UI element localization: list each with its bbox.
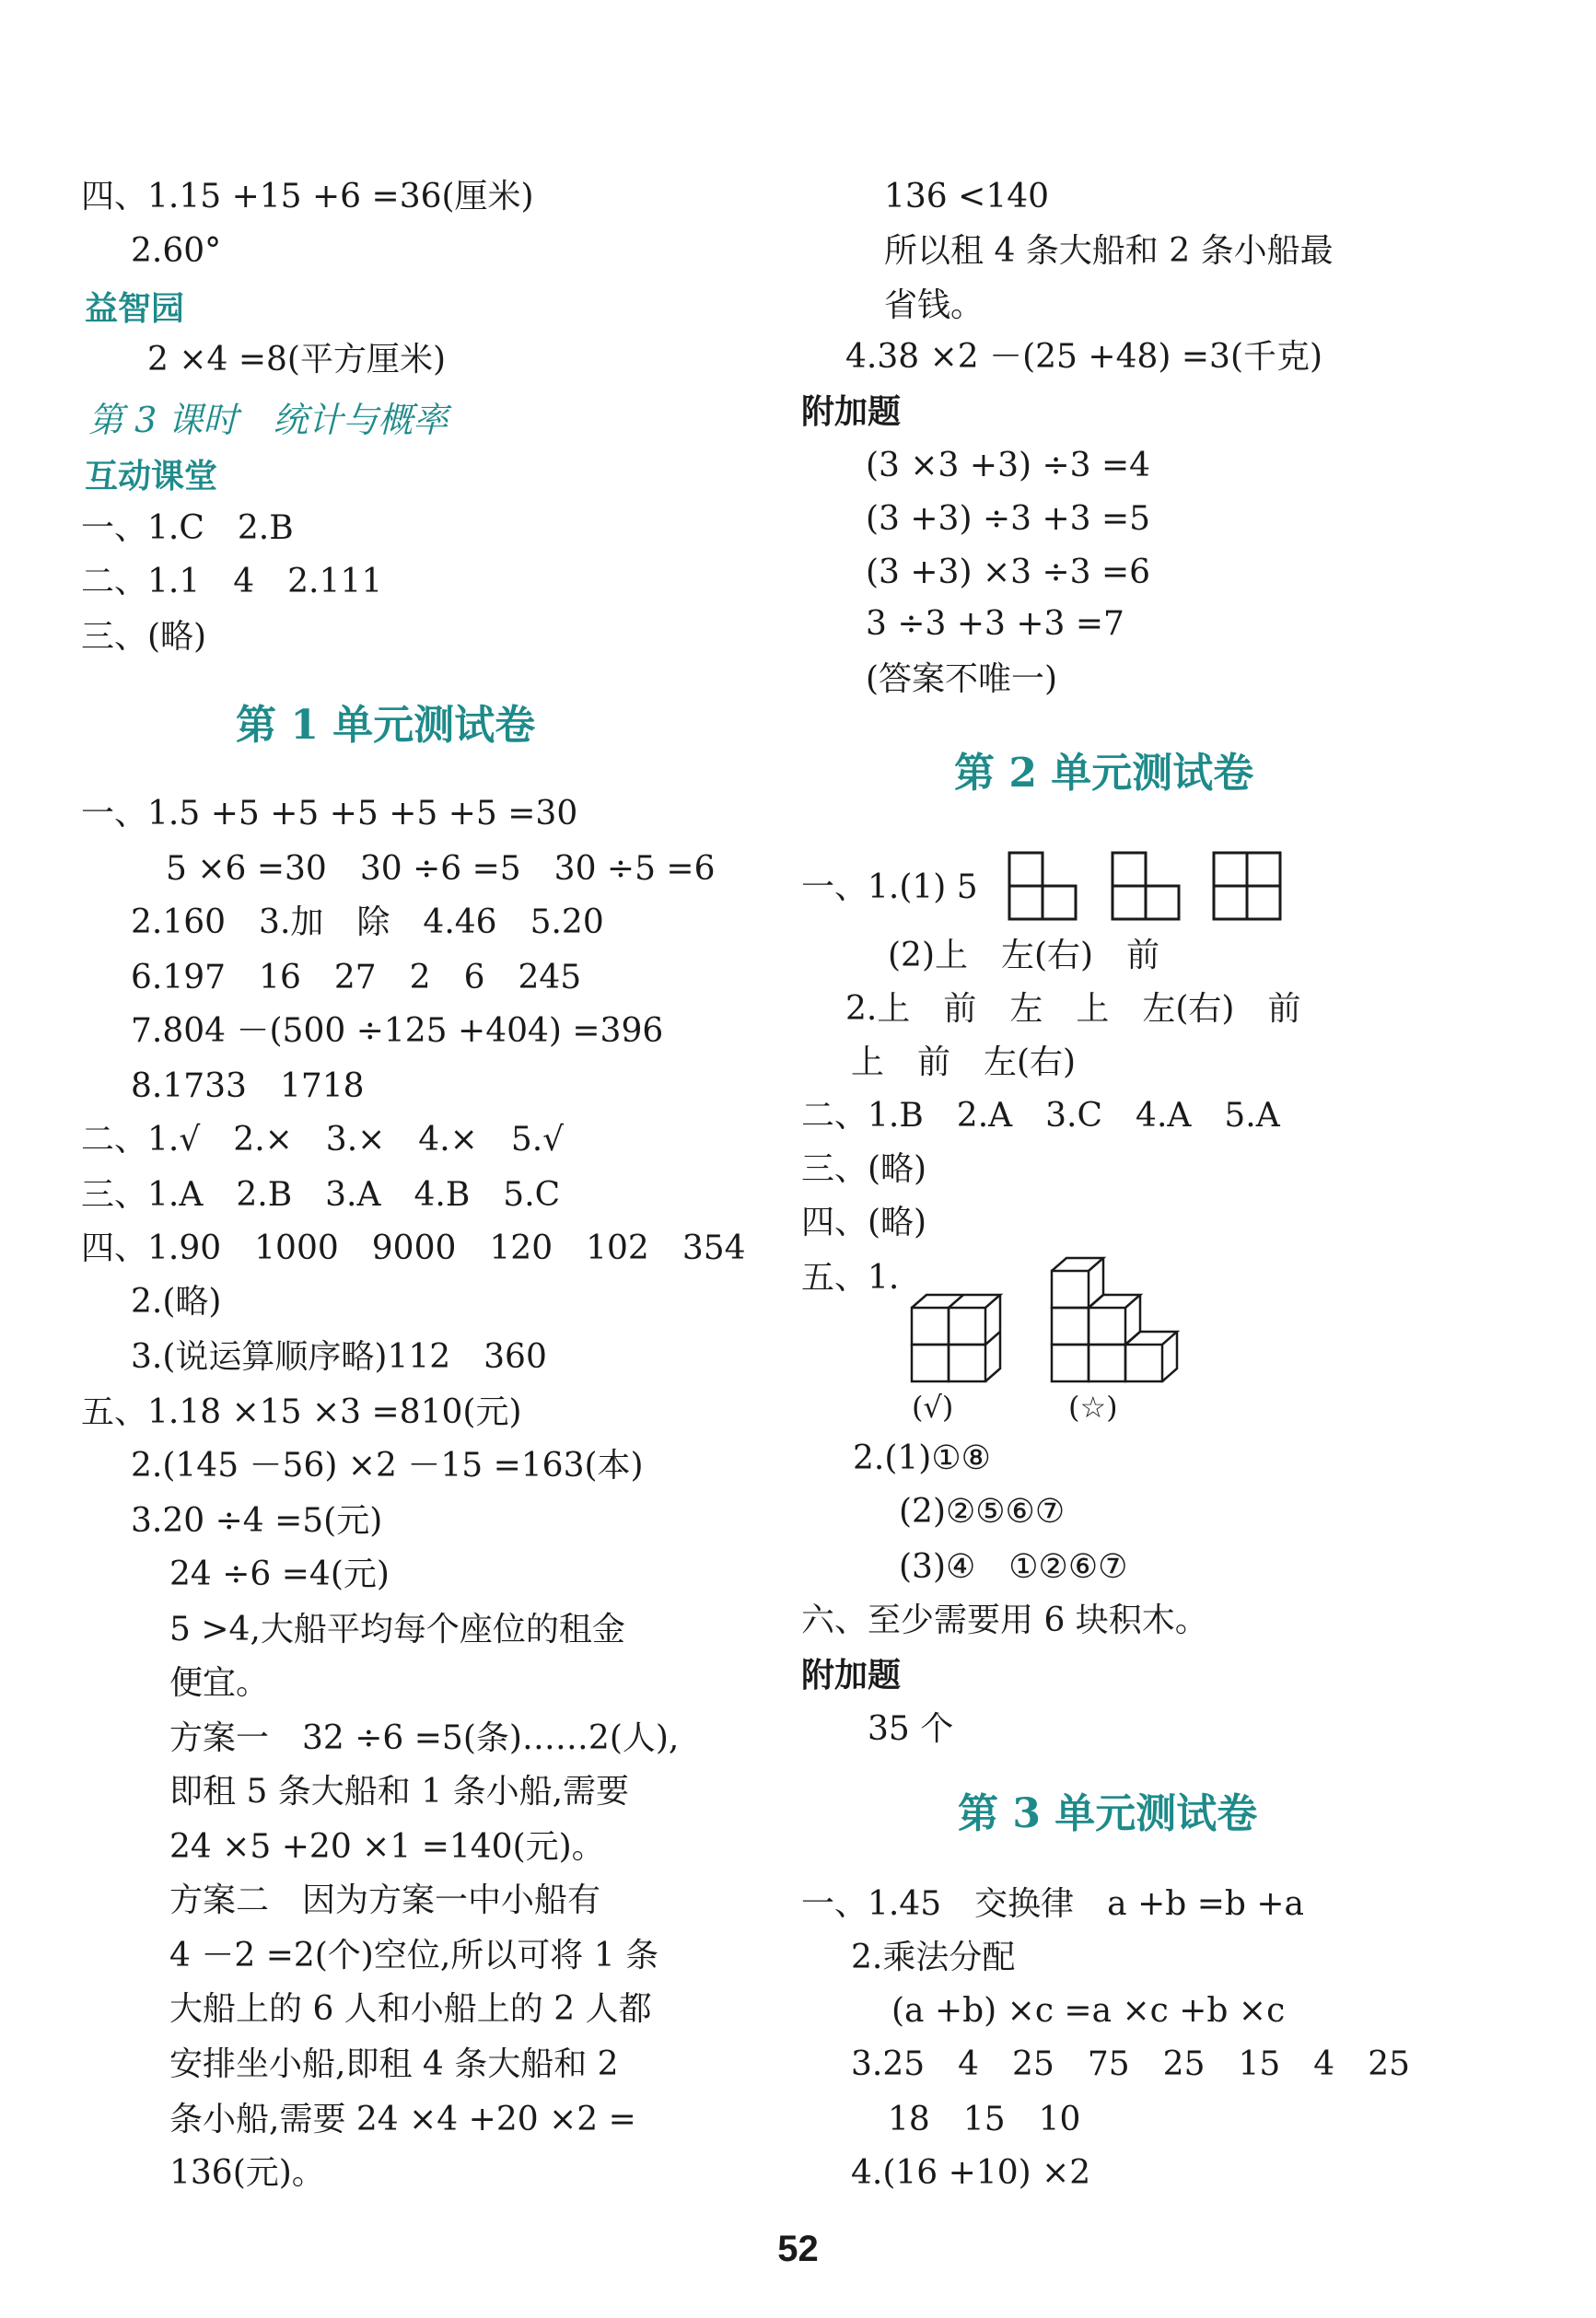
- answer-line: 方案一 32 ÷6 =5(条)……2(人),: [169, 1719, 680, 1757]
- figure-label-star: (☆): [1068, 1390, 1118, 1425]
- answer-line: 4.38 ×2 －(25 +48) =3(千克): [845, 338, 1323, 376]
- cube-figure-check: [912, 1295, 1000, 1381]
- view-figure-3: [1214, 853, 1280, 919]
- answer-line: 7.804 －(500 ÷125 +404) =396: [131, 1012, 664, 1050]
- view-figure-1: [1009, 853, 1076, 919]
- answer-line: 便宜。: [169, 1664, 270, 1702]
- answer-line: 5 >4,大船平均每个座位的租金: [169, 1611, 625, 1648]
- answer-line: 四、1.90 1000 9000 120 102 354: [81, 1229, 746, 1267]
- unit-test-title: 第 2 单元测试卷: [954, 750, 1254, 797]
- answer-line: (2)上 左(右) 前: [888, 937, 1160, 974]
- answer-line: 2.上 前 左 上 左(右) 前: [845, 990, 1301, 1028]
- answer-line: 2.(略): [131, 1283, 222, 1321]
- answer-line: 所以租 4 条大船和 2 条小船最: [884, 232, 1334, 270]
- answer-line: 3.20 ÷4 =5(元): [131, 1502, 383, 1540]
- answer-line: 2.160 3.加 除 4.46 5.20: [131, 903, 604, 941]
- view-figure-2: [1113, 853, 1179, 919]
- answer-line: 2 ×4 =8(平方厘米): [147, 341, 447, 379]
- answer-line: 一、1.45 交换律 a +b =b +a: [801, 1885, 1304, 1923]
- answer-line: 四、1.15 +15 +6 =36(厘米): [81, 178, 534, 215]
- answer-line: (3 +3) ÷3 +3 =5: [866, 500, 1151, 538]
- answer-line: 3.(说运算顺序略)112 360: [131, 1338, 547, 1376]
- answer-line: 24 ×5 +20 ×1 =140(元)。: [169, 1828, 605, 1866]
- answer-line: 2.(1)①⑧: [853, 1439, 991, 1477]
- answer-line: 136(元)。: [169, 2154, 325, 2192]
- answer-line: 4.(16 +10) ×2: [851, 2154, 1091, 2192]
- unit-test-title: 第 3 单元测试卷: [958, 1790, 1258, 1837]
- answer-line: 3.25 4 25 75 25 15 4 25: [851, 2045, 1411, 2083]
- answer-line: 即租 5 条大船和 1 条小船,需要: [169, 1773, 630, 1811]
- cube-figure-star: [1052, 1258, 1177, 1381]
- extra-question-heading: 附加题: [801, 393, 902, 431]
- section-heading: 益智园: [85, 290, 185, 328]
- answer-line: 2.60°: [131, 232, 222, 270]
- answer-line: 四、(略): [801, 1204, 927, 1241]
- lesson-heading: 第 3 课时 统计与概率: [88, 400, 449, 440]
- view-figures: [1008, 851, 1293, 925]
- answer-line: 2.(145 －56) ×2 －15 =163(本): [131, 1447, 644, 1485]
- answer-line: 六、至少需要用 6 块积木。: [801, 1602, 1208, 1639]
- answer-line: 方案二 因为方案一中小船有: [169, 1881, 601, 1919]
- answer-line: 大船上的 6 人和小船上的 2 人都: [169, 1990, 652, 2028]
- answer-line: 18 15 10: [888, 2101, 1081, 2138]
- answer-line: (答案不唯一): [866, 660, 1058, 698]
- answer-line: 二、1.1 4 2.111: [81, 563, 383, 600]
- answer-line: 三、(略): [801, 1150, 927, 1188]
- answer-line: 一、1.5 +5 +5 +5 +5 +5 =30: [81, 795, 578, 833]
- answer-line: 三、1.A 2.B 3.A 4.B 5.C: [81, 1176, 561, 1214]
- answer-line: 24 ÷6 =4(元): [169, 1555, 390, 1593]
- section-heading: 互动课堂: [85, 458, 218, 495]
- answer-line: 35 个: [868, 1710, 954, 1748]
- answer-line: 三、(略): [81, 618, 207, 656]
- answer-line: 上 前 左(右): [851, 1043, 1077, 1081]
- page-number: 52: [777, 2229, 819, 2269]
- answer-line: 2.乘法分配: [851, 1939, 1016, 1976]
- answer-line: 一、1.(1) 5: [801, 868, 978, 906]
- answer-line: 二、1.B 2.A 3.C 4.A 5.A: [801, 1097, 1280, 1135]
- answer-line: 5 ×6 =30 30 ÷6 =5 30 ÷5 =6: [166, 850, 716, 888]
- figure-label-check: (√): [912, 1390, 954, 1425]
- answer-line: 安排坐小船,即租 4 条大船和 2: [169, 2045, 619, 2083]
- answer-line: 6.197 16 27 2 6 245: [131, 959, 582, 996]
- answer-line: (2)②⑤⑥⑦: [899, 1493, 1066, 1531]
- answer-line: 五、1.18 ×15 ×3 =810(元): [81, 1393, 522, 1431]
- unit-test-title: 第 1 单元测试卷: [236, 702, 536, 749]
- extra-question-heading: 附加题: [801, 1657, 902, 1695]
- answer-line: 一、1.C 2.B: [81, 509, 294, 547]
- answer-line: 4 －2 =2(个)空位,所以可将 1 条: [169, 1937, 659, 1974]
- answer-line: 3 ÷3 +3 +3 =7: [866, 605, 1124, 643]
- answer-line: 8.1733 1718: [131, 1067, 365, 1105]
- answer-line: 省钱。: [884, 286, 984, 324]
- answer-line: (3 ×3 +3) ÷3 =4: [866, 447, 1151, 484]
- cube-figures: [903, 1254, 1197, 1392]
- answer-line: 五、1.: [801, 1259, 900, 1297]
- answer-line: (a +b) ×c =a ×c +b ×c: [891, 1992, 1286, 2030]
- answer-line: 条小船,需要 24 ×4 +20 ×2 =: [169, 2101, 636, 2138]
- answer-line: 二、1.√ 2.× 3.× 4.× 5.√: [81, 1121, 565, 1159]
- answer-line: (3)④ ①②⑥⑦: [899, 1548, 1128, 1586]
- answer-line: 136 <140: [884, 178, 1050, 215]
- answer-line: (3 +3) ×3 ÷3 =6: [866, 553, 1151, 591]
